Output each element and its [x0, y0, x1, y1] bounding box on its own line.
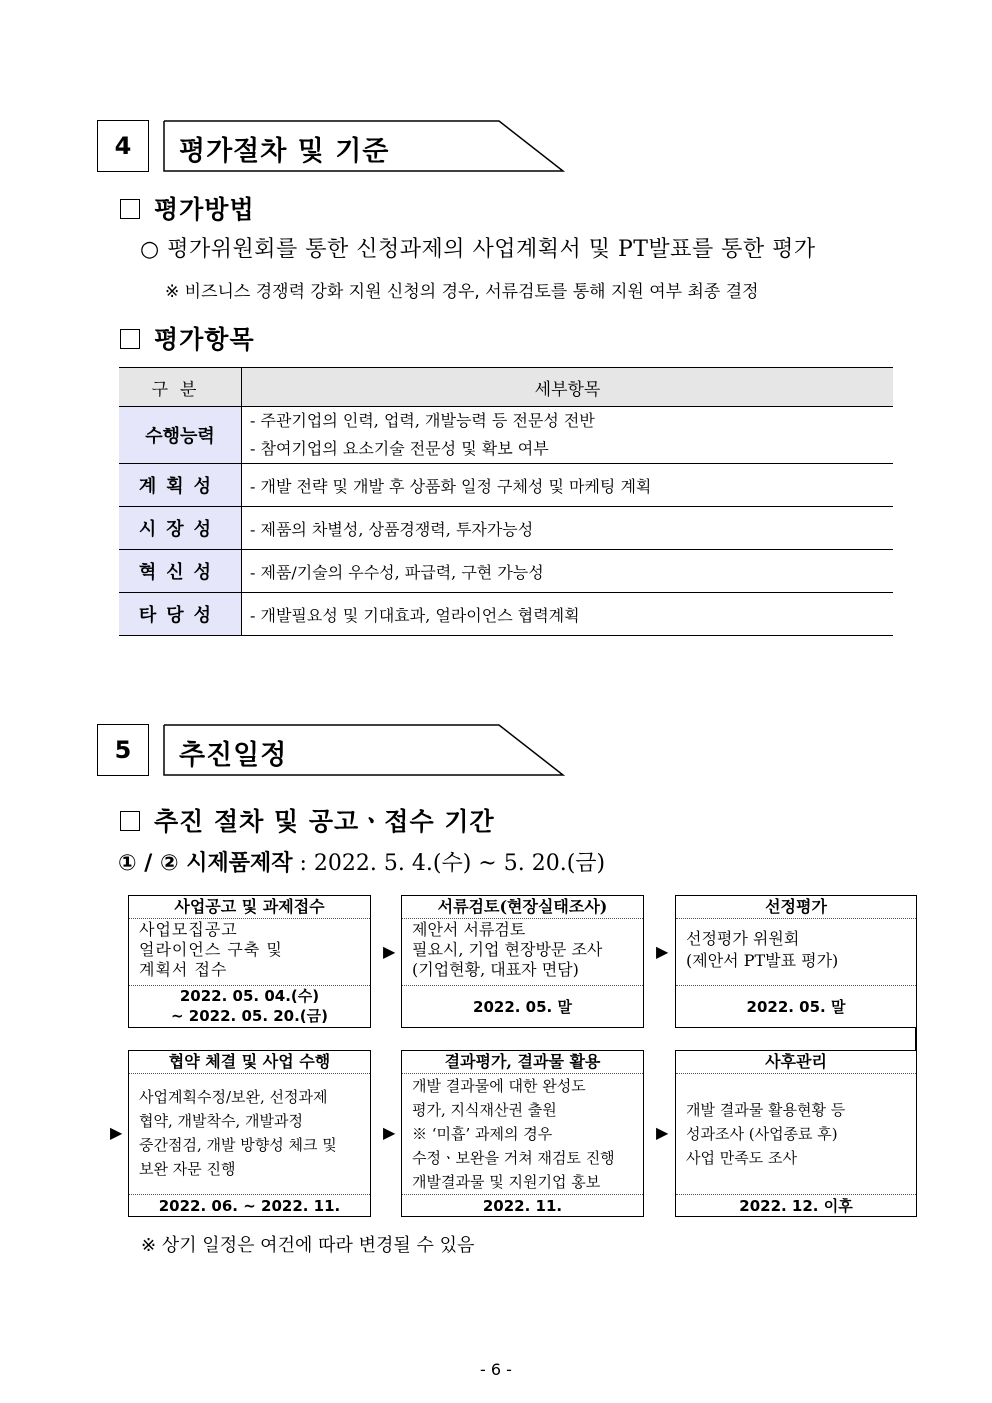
- step-box: [675, 895, 917, 1028]
- section-4-title: 평가절차 및 기준: [179, 136, 390, 167]
- step-box: [401, 895, 644, 1028]
- page-number: - 6 -: [480, 1360, 512, 1379]
- step-line: 중간점검, 개발 방향성 체크 및: [139, 1136, 337, 1154]
- table-header-row: [119, 368, 893, 407]
- step-line: 개발 결과물 활용현황 등: [686, 1101, 846, 1119]
- section-5-title-box: [163, 724, 565, 776]
- step-line: 사업 만족도 조사: [686, 1149, 797, 1167]
- schedule-note: ※ 상기 일정은 여건에 따라 변경될 수 있음: [141, 1235, 475, 1256]
- section-5-number: 5: [97, 724, 149, 776]
- step-date: 2022. 11.: [402, 1194, 643, 1217]
- step-line: 사업모집공고: [139, 920, 238, 939]
- step-line: 얼라이언스 구축 및: [139, 940, 283, 959]
- arrow-right-icon: ▶: [383, 1123, 396, 1142]
- step-line: (제안서 PT발표 평가): [686, 951, 839, 970]
- row-detail: - 제품의 차별성, 상품경쟁력, 투자가능성: [242, 507, 894, 550]
- table-row: [119, 507, 893, 550]
- step-line: 보완 자문 진행: [139, 1160, 236, 1178]
- arrow-right-icon: ▶: [656, 942, 669, 961]
- items-heading: 평가항목: [120, 320, 255, 356]
- section-5-title: 추진일정: [179, 740, 288, 771]
- row-detail: - 참여기업의 요소기술 전문성 및 확보 여부: [250, 439, 549, 458]
- row-detail: - 제품/기술의 우수성, 파급력, 구현 가능성: [242, 550, 894, 593]
- schedule-heading: 추진 절차 및 공고ㆍ접수 기간: [120, 802, 495, 838]
- checkbox-square-icon: [120, 199, 140, 219]
- step-line: (기업현황, 대표자 면담): [412, 960, 579, 979]
- step-line: 개발결과물 및 지원기업 홍보: [412, 1173, 601, 1191]
- step-date: 2022. 12. 이후: [676, 1194, 916, 1217]
- step-line: ※ ‘미흡’ 과제의 경우: [412, 1125, 553, 1143]
- period-line: [118, 846, 605, 877]
- connector-line: [915, 1027, 917, 1051]
- row-category: 타당성: [119, 593, 242, 636]
- step-box: [128, 895, 371, 1028]
- method-text: ○ 평가위원회를 통한 신청과제의 사업계획서 및 PT발표를 통한 평가: [140, 237, 816, 262]
- step-title: 선정평가: [676, 896, 916, 919]
- step-line: 성과조사 (사업종료 후): [686, 1125, 838, 1143]
- row-detail: - 개발필요성 및 기대효과, 얼라이언스 협력계획: [242, 593, 894, 636]
- section-4-number: 4: [97, 120, 149, 172]
- step-line: 협약, 개발착수, 개발과정: [139, 1112, 303, 1130]
- arrow-right-icon: ▶: [110, 1123, 123, 1142]
- step-title: 결과평가, 결과물 활용: [402, 1051, 643, 1074]
- row-category: 혁신성: [119, 550, 242, 593]
- header-details: 세부항목: [242, 368, 894, 407]
- checkbox-square-icon: [120, 811, 140, 831]
- arrow-right-icon: ▶: [656, 1123, 669, 1142]
- method-note: ※ 비즈니스 경쟁력 강화 지원 신청의 경우, 서류검토를 통해 지원 여부 최종 결정: [165, 282, 759, 302]
- step-title: 서류검토(현장실태조사): [402, 896, 643, 919]
- header-category: 구분: [119, 368, 242, 407]
- step-title: 사업공고 및 과제접수: [129, 896, 370, 919]
- step-box: [128, 1050, 371, 1217]
- step-line: 계획서 접수: [139, 960, 228, 979]
- step-date: 2022. 05. 말: [676, 985, 916, 1028]
- circle-bullet-icon: ○: [140, 237, 160, 262]
- step-line: 선정평가 위원회: [686, 929, 800, 948]
- step-line: 평가, 지식재산권 출원: [412, 1101, 557, 1119]
- step-title: 협약 체결 및 사업 수행: [129, 1051, 370, 1074]
- step-line: 제안서 서류검토: [412, 920, 526, 939]
- row-category: 수행능력: [119, 407, 242, 464]
- row-detail: - 주관기업의 인력, 업력, 개발능력 등 전문성 전반: [250, 411, 595, 430]
- method-heading: 평가방법: [120, 190, 255, 226]
- step-date: 2022. 06. ~ 2022. 11.: [129, 1194, 370, 1217]
- table-row: [119, 593, 893, 636]
- step-title: 사후관리: [676, 1051, 916, 1074]
- step-date: ~ 2022. 05. 20.(금): [170, 1007, 329, 1025]
- step-line: 사업계획수정/보완, 선정과제: [139, 1088, 328, 1106]
- step-box: [401, 1050, 644, 1217]
- step-date: 2022. 05. 말: [402, 985, 643, 1028]
- step-line: 개발 결과물에 대한 완성도: [412, 1077, 586, 1095]
- step-box: [675, 1050, 917, 1217]
- row-category: 시장성: [119, 507, 242, 550]
- section-4-title-box: [163, 120, 565, 172]
- checkbox-square-icon: [120, 329, 140, 349]
- period-label: ① / ② 시제품제작: [118, 851, 293, 876]
- step-date: 2022. 05. 04.(수): [179, 987, 320, 1005]
- table-row: [119, 464, 893, 507]
- row-detail: - 개발 전략 및 개발 후 상품화 일정 구체성 및 마케팅 계획: [242, 464, 894, 507]
- step-line: 필요시, 기업 현장방문 조사: [412, 940, 603, 959]
- period-value: : 2022. 5. 4.(수) ~ 5. 20.(금): [299, 851, 606, 876]
- step-line: 수정ㆍ보완을 거쳐 재검토 진행: [412, 1149, 615, 1167]
- table-row: [119, 550, 893, 593]
- table-row: [119, 407, 893, 464]
- arrow-right-icon: ▶: [383, 942, 396, 961]
- evaluation-table: [119, 367, 893, 636]
- row-category: 계획성: [119, 464, 242, 507]
